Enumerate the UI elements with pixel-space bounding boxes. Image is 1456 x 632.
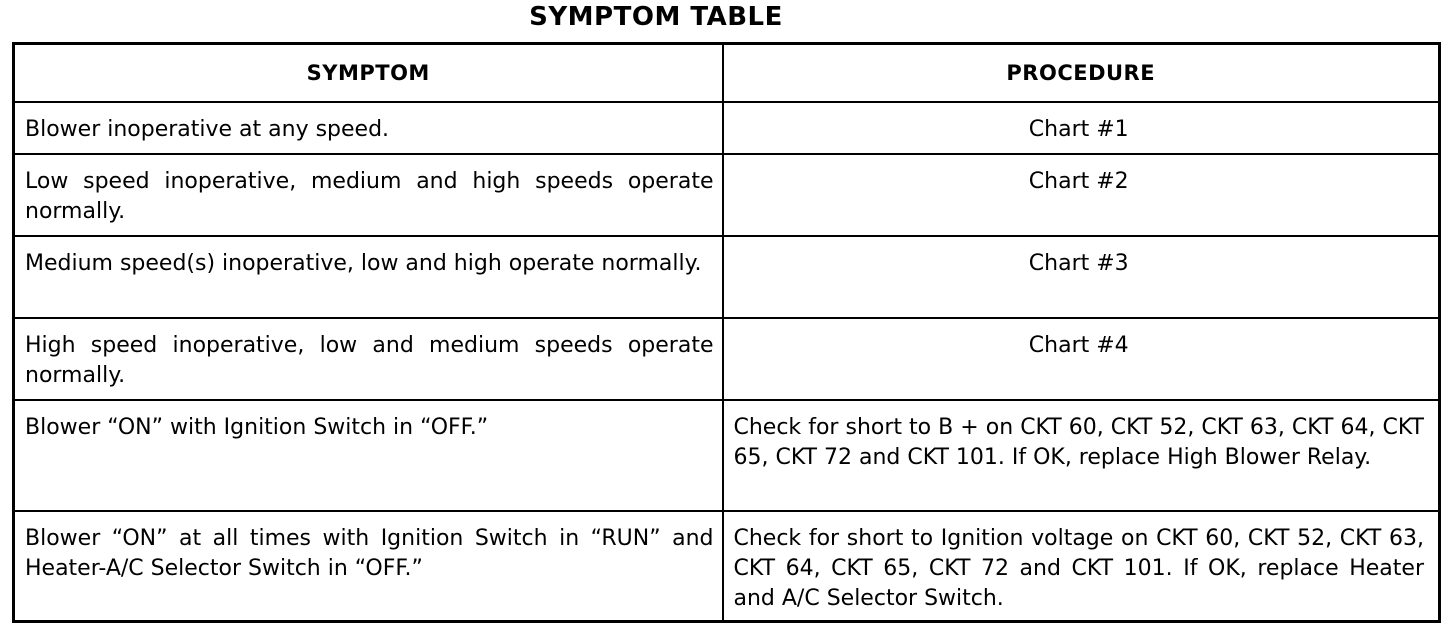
table-row	[14, 236, 1440, 318]
column-header-procedure: PROCEDURE	[723, 44, 1440, 102]
table-header-row	[14, 44, 1440, 102]
procedure-cell: Chart #2	[723, 154, 1440, 236]
table-row	[14, 102, 1440, 154]
table-row	[14, 318, 1440, 400]
symptom-cell: Low speed inoperative, medium and high speeds operate normally.	[14, 154, 723, 236]
procedure-cell: Check for short to Ignition voltage on CKT 60, CKT 52, CKT 63, CKT 64, CKT 65, CKT 72 and CKT 101. If OK, replace Heater and A/C Selector Switch.	[723, 511, 1440, 622]
table-row	[14, 511, 1440, 622]
symptom-cell: Blower “ON” at all times with Ignition Switch in “RUN” and Heater-A/C Selector Switch in “OFF.”	[14, 511, 723, 622]
page-title: SYMPTOM TABLE	[529, 2, 783, 32]
symptom-cell: High speed inoperative, low and medium speeds operate normally.	[14, 318, 723, 400]
procedure-cell: Check for short to B + on CKT 60, CKT 52, CKT 63, CKT 64, CKT 65, CKT 72 and CKT 101. If OK, replace High Blower Relay.	[723, 400, 1440, 511]
table-row	[14, 154, 1440, 236]
column-header-symptom: SYMPTOM	[14, 44, 723, 102]
symptom-cell: Medium speed(s) inoperative, low and high operate normally.	[14, 236, 723, 318]
symptom-table	[12, 42, 1441, 623]
procedure-cell: Chart #4	[723, 318, 1440, 400]
table-row	[14, 400, 1440, 511]
symptom-cell: Blower inoperative at any speed.	[14, 102, 723, 154]
procedure-cell: Chart #1	[723, 102, 1440, 154]
procedure-cell: Chart #3	[723, 236, 1440, 318]
symptom-cell: Blower “ON” with Ignition Switch in “OFF.”	[14, 400, 723, 511]
